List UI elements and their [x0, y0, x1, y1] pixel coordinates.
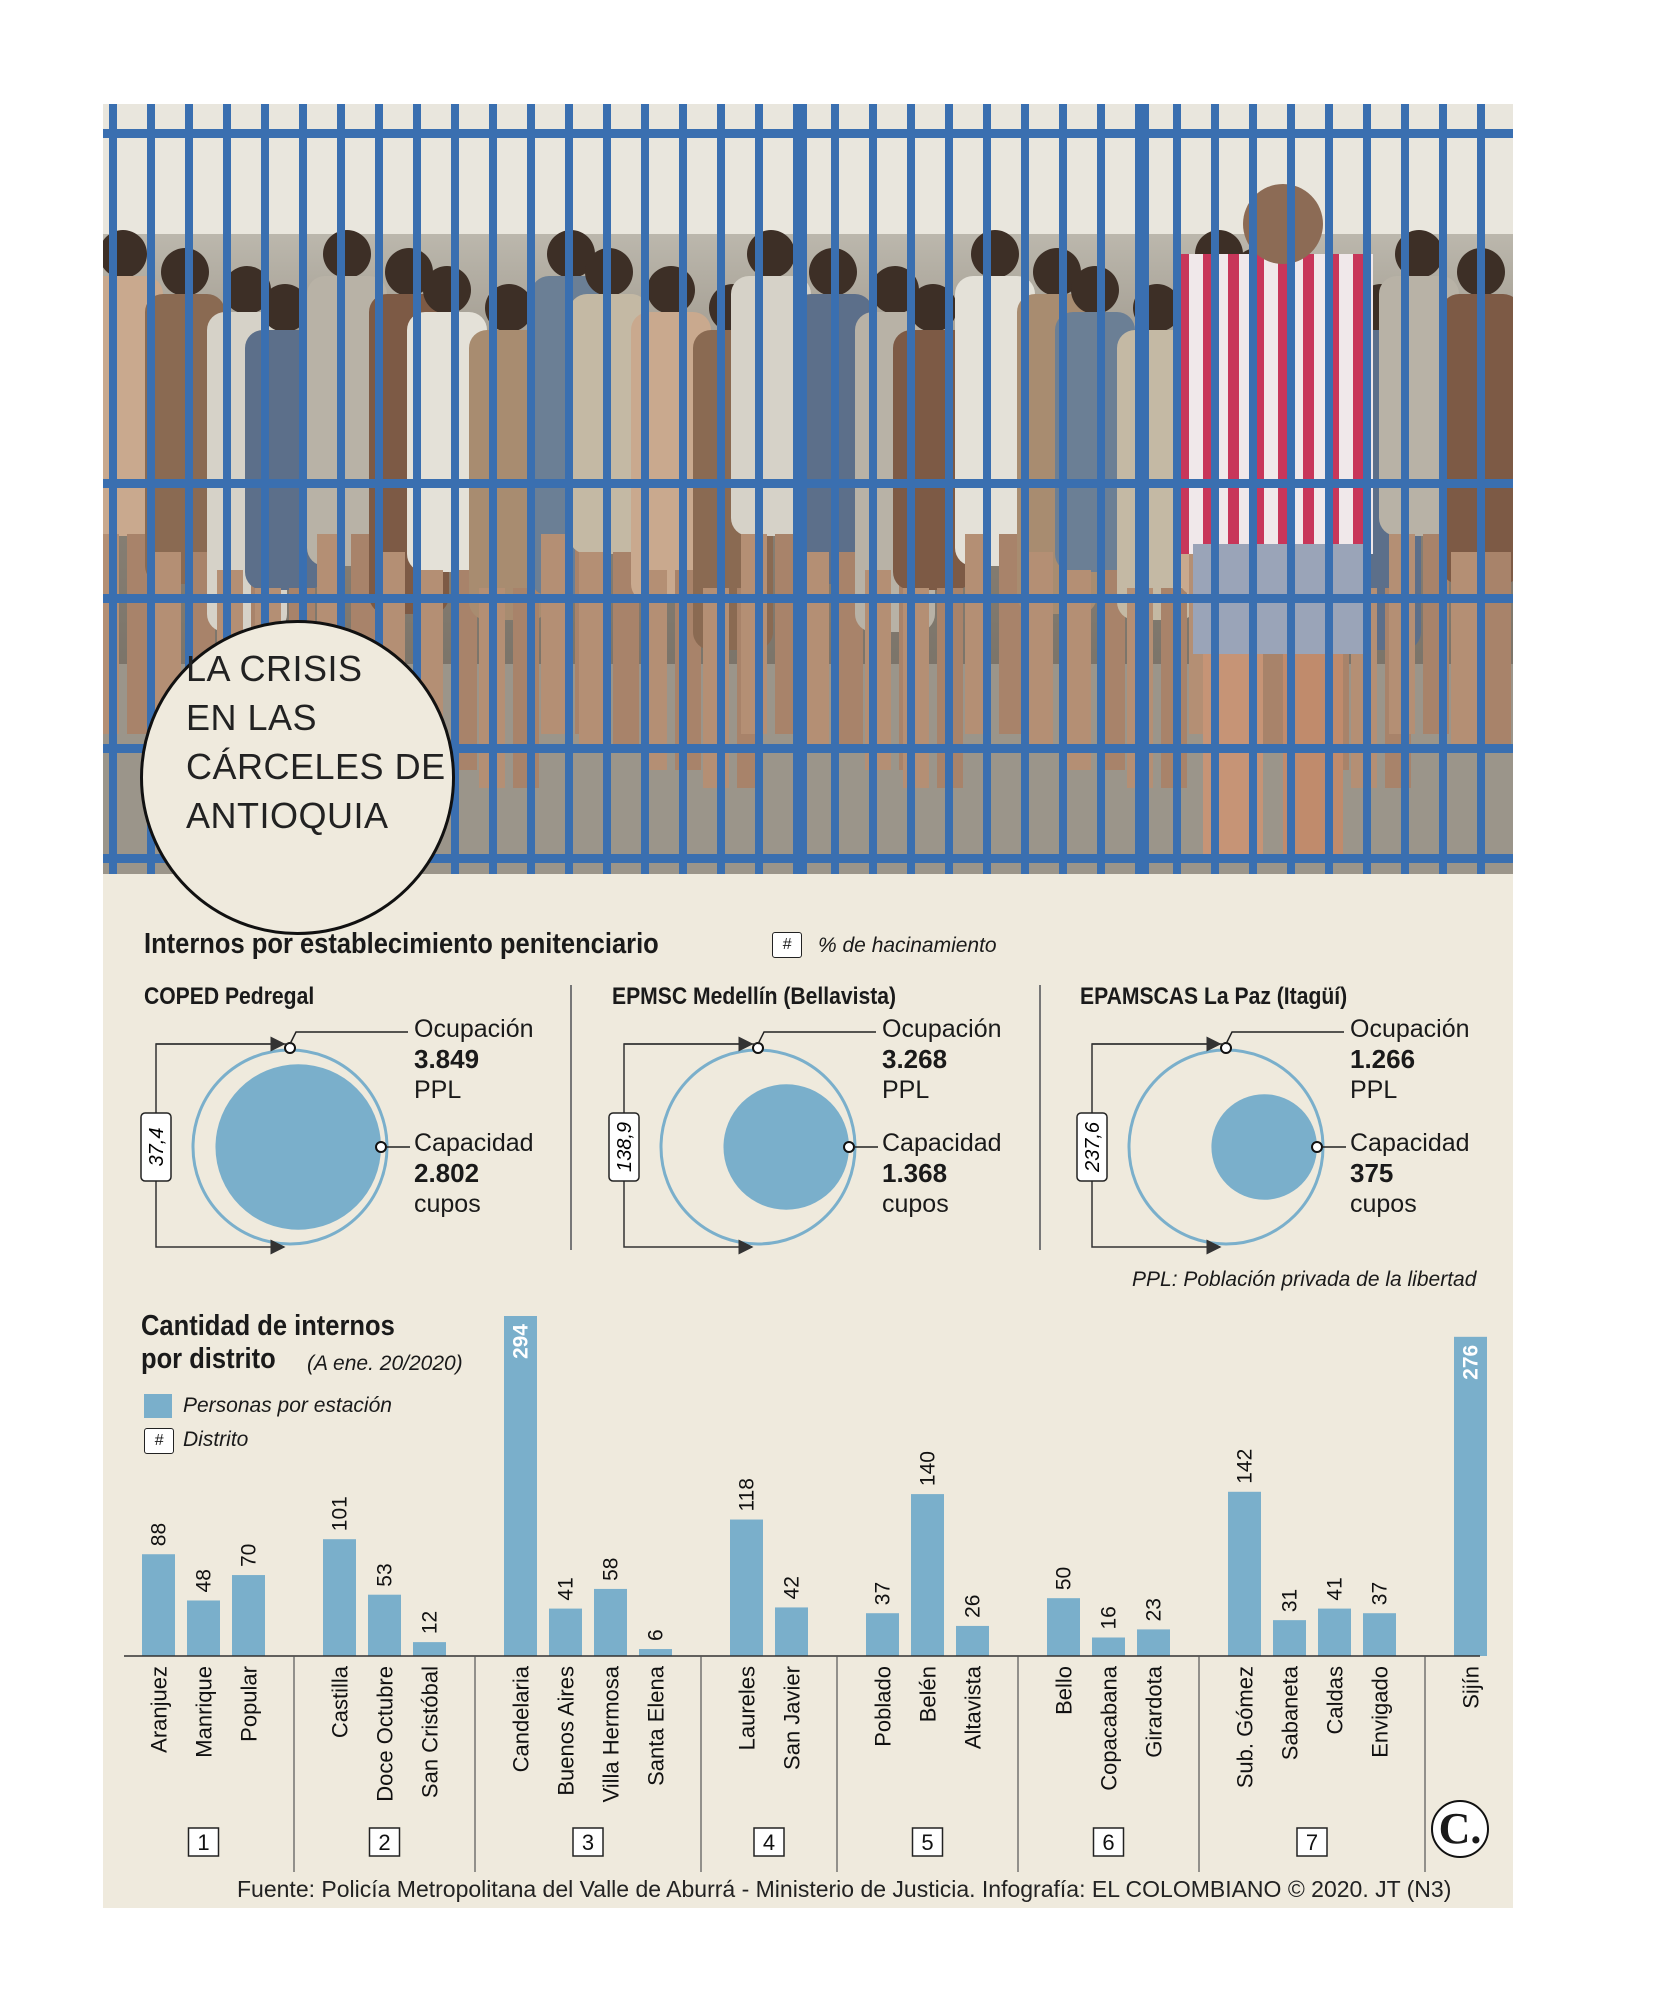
- capacity-point: [376, 1142, 386, 1152]
- crowd-leg: [1027, 552, 1053, 752]
- bar-value-label: 37: [1368, 1581, 1392, 1606]
- fence-rail: [103, 129, 1513, 138]
- bar-poblado: [866, 1613, 899, 1656]
- fence-bar: [1477, 104, 1485, 874]
- bar-bel-n: [911, 1494, 944, 1656]
- crowd-leg: [579, 552, 605, 752]
- station-label: Buenos Aires: [553, 1666, 579, 1796]
- bar-laureles: [730, 1520, 763, 1656]
- bar-villa-hermosa: [594, 1589, 627, 1656]
- station-label: Copacabana: [1096, 1666, 1122, 1791]
- station-label: Bello: [1051, 1666, 1077, 1715]
- bar-value-label: 41: [554, 1577, 578, 1601]
- bar-santa-elena: [639, 1649, 672, 1656]
- district-legend-symbol: #: [144, 1428, 174, 1454]
- fence-bar: [1021, 104, 1029, 874]
- station-label: Laureles: [734, 1666, 760, 1751]
- p2-occupancy-block: [882, 1014, 1002, 1105]
- district-number: 5: [921, 1830, 934, 1855]
- occupancy-leader: [758, 1032, 876, 1044]
- title-line-3: CÁRCELES DE: [186, 746, 446, 787]
- p3-occupancy-label: Ocupación: [1350, 1015, 1470, 1043]
- crowd-leg: [903, 588, 929, 788]
- station-label: Sabaneta: [1277, 1666, 1303, 1761]
- p3-occupancy-unit: PPL: [1350, 1076, 1398, 1104]
- capacity-disc: [1211, 1094, 1317, 1200]
- fence-bar: [945, 104, 953, 874]
- station-label: Girardota: [1141, 1666, 1167, 1758]
- fence-bar: [1401, 104, 1409, 874]
- p2-capacity-value: 1.368: [882, 1158, 948, 1188]
- district-number: 4: [762, 1830, 776, 1855]
- fence-bar: [1135, 104, 1149, 874]
- district-number: 1: [197, 1830, 210, 1855]
- station-label: Candelaria: [508, 1666, 534, 1773]
- station-label: Sijín: [1458, 1666, 1484, 1709]
- bar-value-label: 140: [916, 1451, 940, 1487]
- fence-bar: [869, 104, 877, 874]
- shirt-stripe: [1353, 254, 1364, 554]
- p2-capacity-label: Capacidad: [882, 1129, 1002, 1157]
- fence-bar: [1325, 104, 1333, 874]
- bar-value-label: 58: [599, 1557, 623, 1581]
- bar-value-label: 23: [1142, 1598, 1166, 1622]
- p2-capacity-unit: cupos: [882, 1190, 949, 1218]
- p2-occupancy-label: Ocupación: [882, 1015, 1002, 1043]
- crowd-leg: [513, 588, 539, 788]
- bar-value-label: 6: [644, 1629, 668, 1642]
- bar-value-label: 276: [1459, 1344, 1483, 1380]
- bar-value-label: 118: [735, 1478, 759, 1512]
- p2-capacity-block: [882, 1128, 1002, 1219]
- bar-manrique: [187, 1600, 220, 1656]
- crowd-head: [971, 230, 1019, 278]
- bar-sabaneta: [1273, 1620, 1306, 1656]
- station-label: Belén: [915, 1666, 941, 1723]
- bar-value-label: 42: [780, 1576, 804, 1600]
- crowd-head: [647, 266, 695, 314]
- bar-value-label: 12: [418, 1610, 442, 1635]
- districts-date: (A ene. 20/2020): [307, 1352, 463, 1375]
- crowd-leg: [703, 588, 729, 788]
- bar-altavista: [956, 1626, 989, 1656]
- bar-value-label: 70: [237, 1543, 261, 1568]
- fence-bar: [831, 104, 839, 874]
- fence-bar: [1439, 104, 1447, 874]
- bar-candelaria: [504, 1316, 537, 1656]
- bar-value-label: 41: [1323, 1577, 1347, 1601]
- bar-doce-octubre: [368, 1595, 401, 1656]
- fence-bar: [565, 104, 573, 874]
- bar-buenos-aires: [549, 1609, 582, 1656]
- fence-bar: [679, 104, 687, 874]
- district-number: 6: [1102, 1830, 1115, 1855]
- crowd-leg: [1451, 552, 1477, 752]
- prison-name-3: EPAMSCAS La Paz (Itagüí): [1080, 983, 1348, 1010]
- capacity-disc: [215, 1064, 381, 1230]
- bar-bello: [1047, 1598, 1080, 1656]
- prisons-section-title: Internos por establecimiento penitenciario: [144, 928, 659, 960]
- p3-capacity-label: Capacidad: [1350, 1129, 1470, 1157]
- fence-bar: [983, 104, 991, 874]
- p2-occupancy-unit: PPL: [882, 1076, 930, 1104]
- shirt-stripe: [1303, 254, 1314, 554]
- station-label: Castilla: [327, 1666, 353, 1739]
- fence-bar: [717, 104, 725, 874]
- station-label: Altavista: [960, 1666, 986, 1750]
- overcrowding-value: 138,9: [614, 1121, 636, 1173]
- prison-name-1: COPED Pedregal: [144, 983, 315, 1010]
- bar-value-label: 50: [1052, 1566, 1076, 1591]
- fence-bar: [1211, 104, 1219, 874]
- station-label: Villa Hermosa: [598, 1666, 624, 1803]
- crowd-head: [1071, 266, 1119, 314]
- station-label: Santa Elena: [643, 1666, 669, 1786]
- p3-capacity-value: 375: [1350, 1158, 1394, 1188]
- p1-occupancy-unit: PPL: [414, 1076, 462, 1104]
- p2-occupancy-value: 3.268: [882, 1044, 948, 1074]
- district-number: 3: [581, 1830, 595, 1855]
- crowd-head: [323, 230, 371, 278]
- fence-bar: [1173, 104, 1181, 874]
- p3-capacity-block: [1350, 1128, 1470, 1219]
- overcrowding-value: 37,4: [146, 1127, 168, 1167]
- bar-value-label: 53: [373, 1563, 397, 1587]
- overcrowding-legend-text: % de hacinamiento: [818, 934, 997, 957]
- bar-san-javier: [775, 1607, 808, 1656]
- bar-value-label: 31: [1278, 1588, 1302, 1613]
- bar-envigado: [1363, 1613, 1396, 1656]
- bar-popular: [232, 1575, 265, 1656]
- districts-title-line1: Cantidad de internos: [141, 1310, 395, 1342]
- bar-value-label: 37: [871, 1581, 895, 1606]
- capacity-point: [844, 1142, 854, 1152]
- station-label: Caldas: [1322, 1666, 1348, 1735]
- p1-occupancy-value: 3.849: [414, 1044, 480, 1074]
- crowd-leg: [741, 534, 767, 734]
- p1-occupancy-label: Ocupación: [414, 1015, 534, 1043]
- bar-copacabana: [1092, 1637, 1125, 1656]
- title-line-2: EN LAS: [186, 697, 318, 738]
- fence-bar: [527, 104, 535, 874]
- bar-value-label: 294: [509, 1324, 533, 1360]
- fence-bar: [641, 104, 649, 874]
- station-label: Envigado: [1367, 1666, 1393, 1758]
- ppl-note: PPL: Población privada de la libertad: [1132, 1268, 1477, 1291]
- crowd-leg: [541, 534, 567, 734]
- fence-bar: [907, 104, 915, 874]
- p1-capacity-block: [414, 1128, 534, 1219]
- p3-capacity-unit: cupos: [1350, 1190, 1417, 1218]
- bar-value-label: 48: [192, 1569, 216, 1593]
- fence-bar: [489, 104, 497, 874]
- station-label: San Javier: [779, 1666, 805, 1770]
- fence-bar: [755, 104, 763, 874]
- station-label: Aranjuez: [146, 1666, 172, 1753]
- district-number: 2: [378, 1830, 391, 1855]
- crowd-head: [423, 266, 471, 314]
- station-label: Poblado: [870, 1666, 896, 1747]
- station-label: San Cristóbal: [417, 1666, 443, 1799]
- bar-sub-g-mez: [1228, 1492, 1261, 1656]
- p3-occupancy-block: [1350, 1014, 1470, 1105]
- bar-legend-text: Personas por estación: [183, 1394, 392, 1417]
- station-label: Doce Octubre: [372, 1666, 398, 1802]
- bar-value-label: 26: [961, 1594, 985, 1618]
- p1-occupancy-block: [414, 1014, 534, 1105]
- capacity-disc: [723, 1084, 849, 1210]
- fence-bar: [603, 104, 611, 874]
- bar-value-label: 16: [1097, 1606, 1121, 1630]
- station-label: Manrique: [191, 1666, 217, 1758]
- el-colombiano-logo: C.: [1431, 1800, 1489, 1858]
- occupancy-leader: [1226, 1032, 1344, 1044]
- bar-caldas: [1318, 1609, 1351, 1656]
- p1-capacity-label: Capacidad: [414, 1129, 534, 1157]
- fence-bar: [793, 104, 807, 874]
- districts-title-line2: por distrito: [141, 1343, 276, 1375]
- fence-rail: [103, 479, 1513, 488]
- overcrowding-legend-symbol: #: [772, 932, 802, 958]
- district-legend-text: Distrito: [183, 1428, 249, 1451]
- occupancy-leader: [290, 1032, 408, 1044]
- bar-san-crist-bal: [413, 1642, 446, 1656]
- crowd-head: [747, 230, 795, 278]
- shirt-stripe: [1228, 254, 1239, 554]
- fence-bar: [1363, 104, 1371, 874]
- source-credit: Fuente: Policía Metropolitana del Valle de Aburrá - Ministerio de Justicia. Infografía: EL COLOMBIANO © 2020. JT (N3): [237, 1876, 1452, 1902]
- bar-castilla: [323, 1539, 356, 1656]
- fence-bar: [1249, 104, 1257, 874]
- district-bar-chart: [0, 1300, 1663, 1880]
- station-label: Popular: [236, 1666, 262, 1742]
- fence-bar: [1097, 104, 1105, 874]
- bar-value-label: 142: [1233, 1448, 1257, 1484]
- bar-value-label: 101: [328, 1496, 352, 1532]
- fence-bar: [1059, 104, 1067, 874]
- p3-occupancy-value: 1.266: [1350, 1044, 1416, 1074]
- bar-aranjuez: [142, 1554, 175, 1656]
- district-number: 7: [1305, 1830, 1319, 1855]
- capacity-point: [1312, 1142, 1322, 1152]
- prison-name-2: EPMSC Medellín (Bellavista): [612, 983, 897, 1010]
- station-label: Sub. Gómez: [1232, 1666, 1258, 1789]
- fence-bar: [1287, 104, 1295, 874]
- bar-girardota: [1137, 1629, 1170, 1656]
- bar-value-label: 88: [147, 1522, 171, 1547]
- bar-sij-n: [1454, 1337, 1487, 1656]
- fence-bar: [109, 104, 117, 874]
- overcrowding-value: 237,6: [1082, 1121, 1104, 1173]
- p1-capacity-unit: cupos: [414, 1190, 481, 1218]
- fence-rail: [103, 594, 1513, 603]
- title-line-4: ANTIOQUIA: [186, 795, 389, 836]
- p1-capacity-value: 2.802: [414, 1158, 480, 1188]
- crowd-leg: [1485, 552, 1511, 752]
- title-line-1: LA CRISIS: [186, 648, 363, 689]
